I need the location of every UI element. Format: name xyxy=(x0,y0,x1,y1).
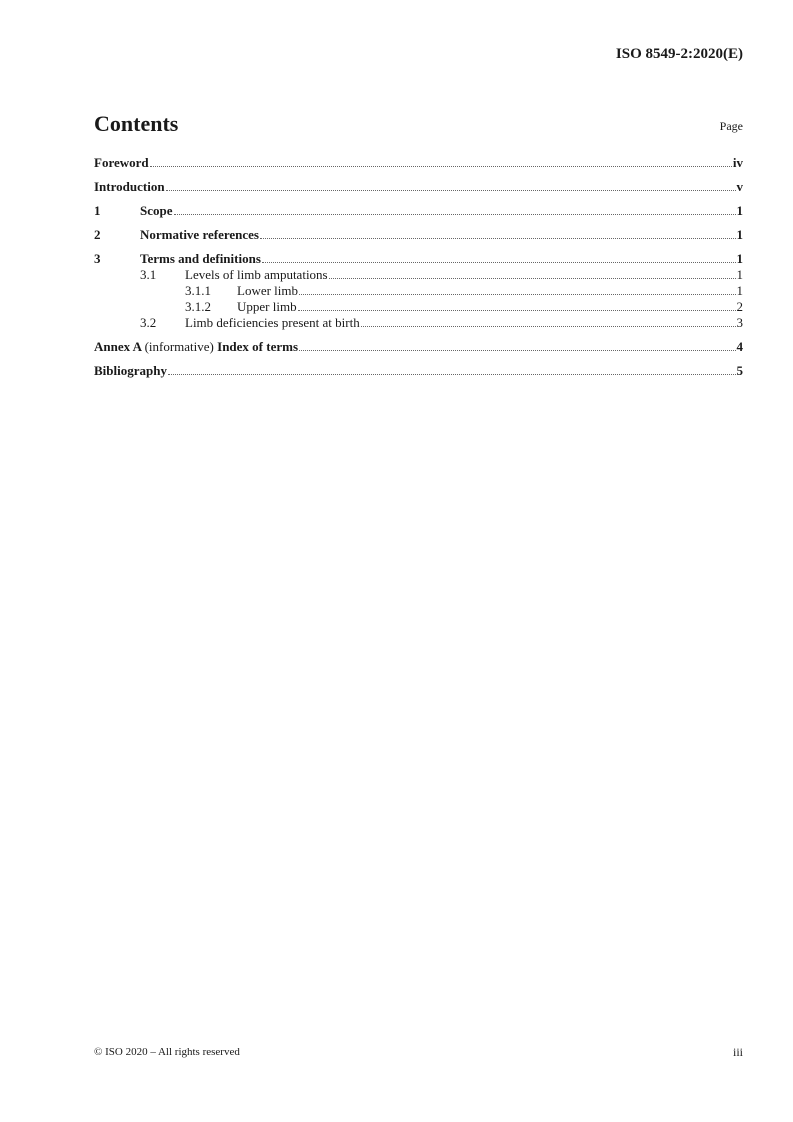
dot-leader xyxy=(168,374,736,375)
dot-leader xyxy=(329,278,736,279)
toc-entry-terms-and-definitions[interactable] xyxy=(94,251,743,267)
toc-page: 3 xyxy=(736,315,743,330)
annex-title: Index of terms xyxy=(217,339,299,354)
toc-label: Bibliography xyxy=(94,363,167,378)
toc-entry-levels-of-limb-amputations[interactable] xyxy=(94,267,743,283)
page-title: Contents xyxy=(94,111,179,136)
toc-label: Introduction xyxy=(94,179,165,194)
toc-page: 5 xyxy=(736,363,743,378)
toc-entry-bibliography[interactable] xyxy=(94,363,743,379)
toc-number: 3.1.1 xyxy=(185,283,211,298)
toc-page: iv xyxy=(732,155,743,170)
annex-type: (informative) xyxy=(144,339,214,354)
page-number: iii xyxy=(732,1045,743,1059)
toc-number: 2 xyxy=(94,227,101,242)
dot-leader xyxy=(260,238,736,239)
toc-entry-scope[interactable] xyxy=(94,203,743,219)
copyright-notice: © ISO 2020 – All rights reserved xyxy=(94,1046,240,1058)
toc-number: 3.2 xyxy=(140,315,157,330)
toc-label: Terms and definitions xyxy=(140,251,261,266)
toc-page: 1 xyxy=(736,203,743,218)
toc-label: Levels of limb amputations xyxy=(185,267,328,282)
toc-number: 3.1.2 xyxy=(185,299,211,314)
dot-leader xyxy=(150,166,732,167)
toc-number: 3.1 xyxy=(140,267,157,282)
table-of-contents xyxy=(94,155,743,379)
toc-label: Lower limb xyxy=(237,283,299,298)
dot-leader xyxy=(262,262,736,263)
dot-leader xyxy=(361,326,736,327)
page-column-label: Page xyxy=(719,119,743,133)
toc-entry-foreword[interactable] xyxy=(94,155,743,171)
document-id: ISO 8549-2:2020(E) xyxy=(615,46,743,62)
dot-leader xyxy=(299,350,735,351)
toc-entry-normative-references[interactable] xyxy=(94,227,743,243)
toc-entry-introduction[interactable] xyxy=(94,179,743,195)
toc-label: Limb deficiencies present at birth xyxy=(185,315,360,330)
toc-label xyxy=(94,339,298,355)
toc-page: 1 xyxy=(736,227,743,242)
dot-leader xyxy=(174,214,736,215)
toc-page: v xyxy=(736,179,743,194)
toc-page: 4 xyxy=(736,339,743,354)
annex-prefix: Annex A xyxy=(94,339,142,354)
toc-entry-upper-limb[interactable] xyxy=(94,299,743,315)
toc-number: 3 xyxy=(94,251,101,266)
toc-entry-annex-a[interactable] xyxy=(94,339,743,355)
toc-label: Normative references xyxy=(140,227,259,242)
toc-label: Foreword xyxy=(94,155,149,170)
toc-page: 1 xyxy=(736,267,743,282)
toc-label: Scope xyxy=(140,203,173,218)
dot-leader xyxy=(166,190,736,191)
toc-entry-lower-limb[interactable] xyxy=(94,283,743,299)
toc-page: 2 xyxy=(736,299,743,314)
toc-page: 1 xyxy=(736,251,743,266)
dot-leader xyxy=(299,294,735,295)
toc-number: 1 xyxy=(94,203,101,218)
toc-label: Upper limb xyxy=(237,299,297,314)
toc-page: 1 xyxy=(736,283,743,298)
toc-entry-limb-deficiencies[interactable] xyxy=(94,315,743,331)
dot-leader xyxy=(298,310,736,311)
